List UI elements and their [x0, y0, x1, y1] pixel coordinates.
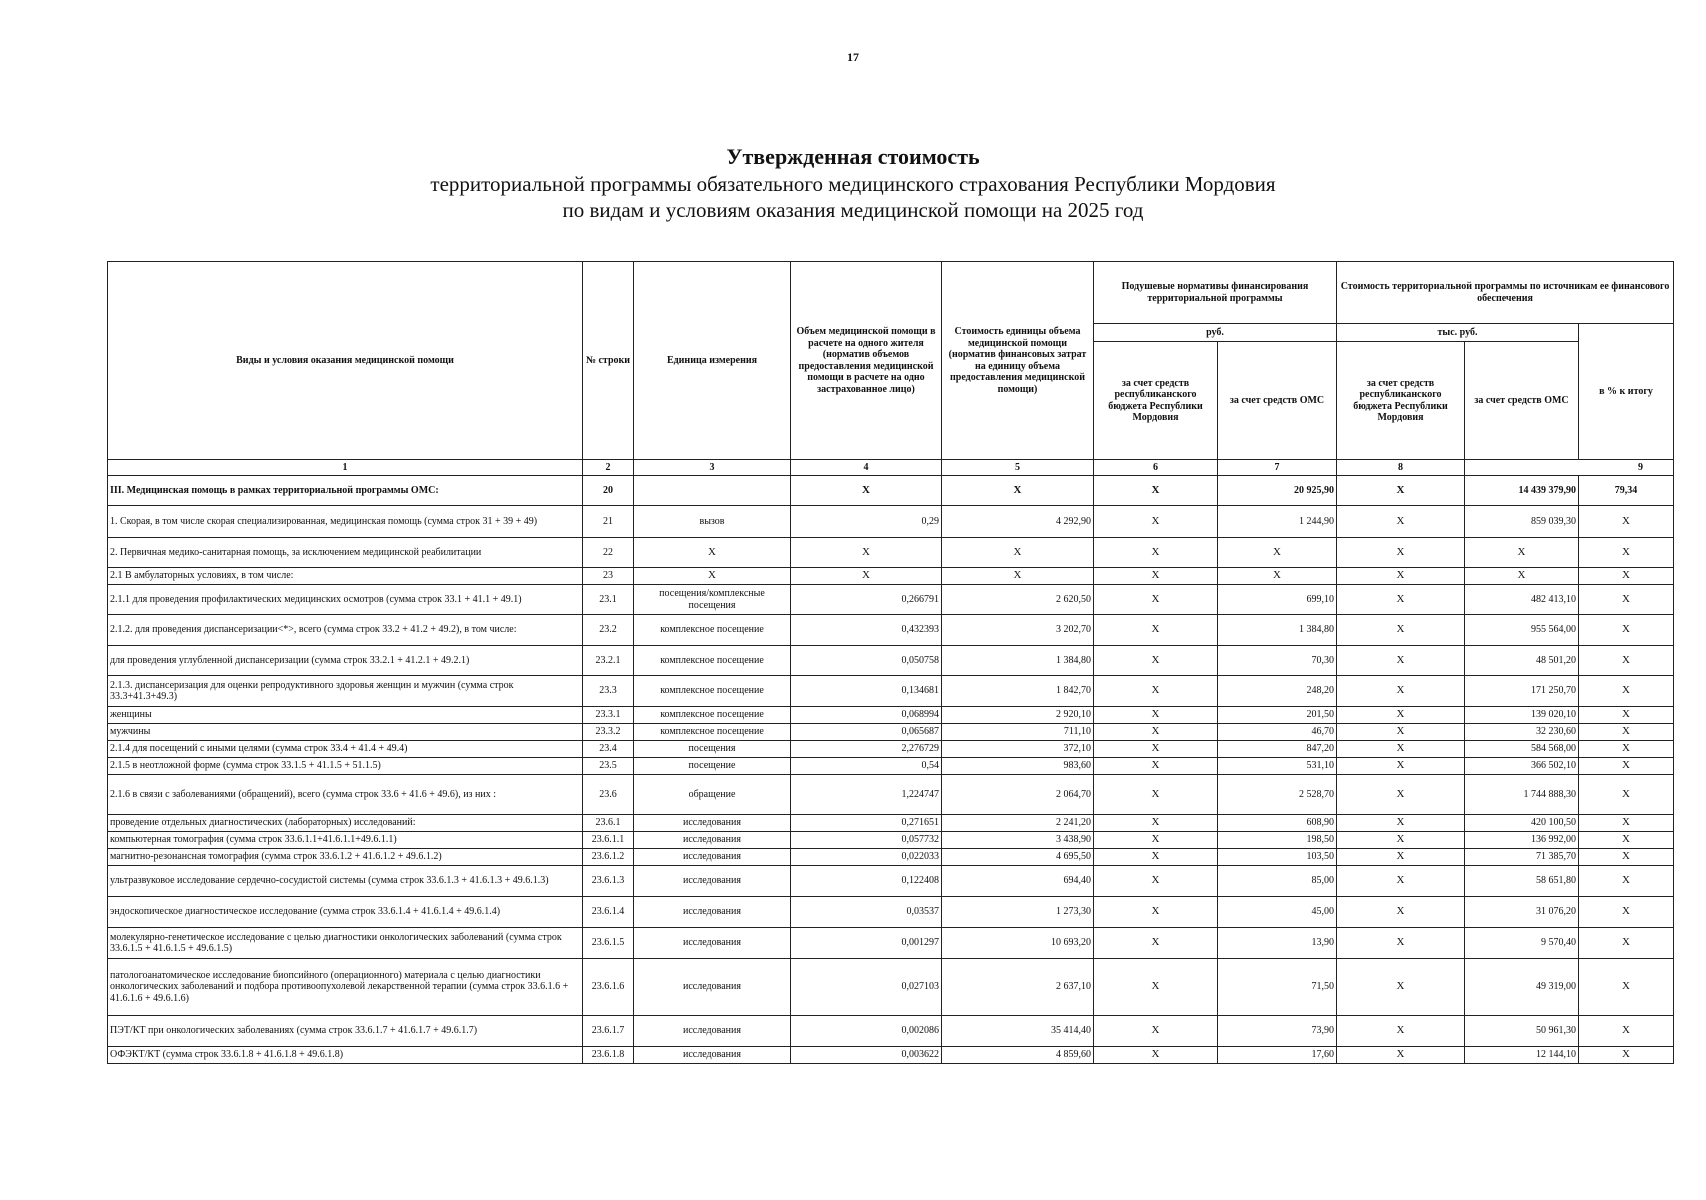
row-unit-cost: 2 241,20: [942, 815, 1094, 832]
row-volume: 1,224747: [791, 775, 942, 815]
row-number: 23.6.1.2: [583, 849, 634, 866]
row-name: эндоскопическое диагностическое исследование (сумма строк 33.6.1.4 + 41.6.1.4 + 49.6.1.4): [108, 897, 583, 928]
row-number: 20: [583, 476, 634, 506]
row-name: компьютерная томография (сумма строк 33.6.1.1+41.6.1.1+49.6.1.1): [108, 832, 583, 849]
row-percent: X: [1579, 568, 1674, 585]
row-unit: комплексное посещение: [634, 707, 791, 724]
row-percent: X: [1579, 646, 1674, 676]
row-volume: 0,022033: [791, 849, 942, 866]
row-name: ультразвуковое исследование сердечно-сосудистой системы (сумма строк 33.6.1.3 + 41.6.1.3 + 49.6.1.3): [108, 866, 583, 897]
colnum-4: 4: [791, 460, 942, 476]
row-pc-budget: X: [1094, 506, 1218, 538]
cost-table: [107, 261, 1674, 1064]
row-percent: X: [1579, 741, 1674, 758]
row-tot-budget: X: [1337, 849, 1465, 866]
header-volume: Объем медицинской помощи в расчете на одного жителя (норматив объемов предоставления медицинской помощи в расчете на одно застрахованное лицо): [791, 262, 942, 460]
row-pc-oms: X: [1218, 568, 1337, 585]
row-volume: X: [791, 476, 942, 506]
row-tot-oms: 482 413,10: [1465, 585, 1579, 615]
row-volume: X: [791, 568, 942, 585]
row-unit: исследования: [634, 866, 791, 897]
row-volume: 0,54: [791, 758, 942, 775]
row-name: 1. Скорая, в том числе скорая специализированная, медицинская помощь (сумма строк 31 + 39 + 49): [108, 506, 583, 538]
row-tot-oms: 859 039,30: [1465, 506, 1579, 538]
row-name: 2. Первичная медико-санитарная помощь, за исключением медицинской реабилитации: [108, 538, 583, 568]
row-unit: исследования: [634, 832, 791, 849]
row-unit: обращение: [634, 775, 791, 815]
table-row: [108, 568, 1674, 585]
row-number: 22: [583, 538, 634, 568]
row-tot-oms: 48 501,20: [1465, 646, 1579, 676]
row-number: 23.1: [583, 585, 634, 615]
row-tot-oms: 31 076,20: [1465, 897, 1579, 928]
row-tot-budget: X: [1337, 959, 1465, 1016]
table-row: [108, 676, 1674, 707]
row-pc-budget: X: [1094, 832, 1218, 849]
row-pc-oms: 13,90: [1218, 928, 1337, 959]
colnum-9: 9: [1465, 460, 1674, 476]
header-thousand-rub: тыс. руб.: [1337, 324, 1579, 342]
row-tot-oms: 171 250,70: [1465, 676, 1579, 707]
row-pc-budget: X: [1094, 707, 1218, 724]
row-number: 23.6.1: [583, 815, 634, 832]
colnum-3: 3: [634, 460, 791, 476]
row-unit-cost: 35 414,40: [942, 1016, 1094, 1047]
table-row: [108, 476, 1674, 506]
row-percent: X: [1579, 815, 1674, 832]
row-name: 2.1.5 в неотложной форме (сумма строк 33.1.5 + 41.1.5 + 51.1.5): [108, 758, 583, 775]
row-name: 2.1.6 в связи с заболеваниями (обращений), всего (сумма строк 33.6 + 41.6 + 49.6), из них :: [108, 775, 583, 815]
row-unit: комплексное посещение: [634, 615, 791, 646]
row-tot-budget: X: [1337, 615, 1465, 646]
row-percent: X: [1579, 959, 1674, 1016]
row-unit-cost: 4 292,90: [942, 506, 1094, 538]
colnum-8: 8: [1337, 460, 1465, 476]
table-body: [108, 476, 1674, 1064]
row-volume: 0,001297: [791, 928, 942, 959]
table-row: [108, 832, 1674, 849]
row-pc-oms: 85,00: [1218, 866, 1337, 897]
row-volume: X: [791, 538, 942, 568]
header-per-capita-group: Подушевые нормативы финансирования территориальной программы: [1094, 262, 1337, 324]
header-type: Виды и условия оказания медицинской помощи: [108, 262, 583, 460]
row-pc-budget: X: [1094, 849, 1218, 866]
row-tot-oms: 9 570,40: [1465, 928, 1579, 959]
row-pc-budget: X: [1094, 928, 1218, 959]
row-unit-cost: X: [942, 568, 1094, 585]
title-subline-1: территориальной программы обязательного медицинского страхования Республики Мордовия: [430, 172, 1276, 196]
row-pc-budget: X: [1094, 959, 1218, 1016]
row-unit-cost: X: [942, 476, 1094, 506]
row-percent: X: [1579, 866, 1674, 897]
row-pc-budget: X: [1094, 815, 1218, 832]
row-pc-oms: 847,20: [1218, 741, 1337, 758]
row-pc-oms: 2 528,70: [1218, 775, 1337, 815]
row-unit-cost: 372,10: [942, 741, 1094, 758]
row-name: для проведения углубленной диспансеризации (сумма строк 33.2.1 + 41.2.1 + 49.2.1): [108, 646, 583, 676]
table-row: [108, 758, 1674, 775]
row-name: магнитно-резонансная томография (сумма строк 33.6.1.2 + 41.6.1.2 + 49.6.1.2): [108, 849, 583, 866]
row-percent: X: [1579, 928, 1674, 959]
row-tot-oms: 12 144,10: [1465, 1047, 1579, 1064]
row-number: 23.6.1.7: [583, 1016, 634, 1047]
row-pc-oms: 201,50: [1218, 707, 1337, 724]
row-percent: X: [1579, 897, 1674, 928]
table-row: [108, 724, 1674, 741]
row-tot-budget: X: [1337, 1047, 1465, 1064]
row-name: женщины: [108, 707, 583, 724]
row-percent: X: [1579, 775, 1674, 815]
row-name: ПЭТ/КТ при онкологических заболеваниях (сумма строк 33.6.1.7 + 41.6.1.7 + 49.6.1.7): [108, 1016, 583, 1047]
header-pc-oms: за счет средств ОМС: [1218, 342, 1337, 460]
row-tot-oms: 584 568,00: [1465, 741, 1579, 758]
table-row: [108, 849, 1674, 866]
row-volume: 0,29: [791, 506, 942, 538]
row-pc-budget: X: [1094, 476, 1218, 506]
row-tot-budget: X: [1337, 585, 1465, 615]
row-pc-budget: X: [1094, 775, 1218, 815]
document-title: [0, 143, 1706, 223]
row-number: 23.2: [583, 615, 634, 646]
row-name: 2.1.4 для посещений с иными целями (сумма строк 33.4 + 41.4 + 49.4): [108, 741, 583, 758]
row-tot-budget: X: [1337, 476, 1465, 506]
row-pc-oms: 198,50: [1218, 832, 1337, 849]
row-pc-budget: X: [1094, 615, 1218, 646]
row-name: III. Медицинская помощь в рамках территориальной программы ОМС:: [108, 476, 583, 506]
table-header: [108, 262, 1674, 476]
row-pc-budget: X: [1094, 897, 1218, 928]
row-tot-oms: 136 992,00: [1465, 832, 1579, 849]
header-tot-oms: за счет средств ОМС: [1465, 342, 1579, 460]
row-volume: 0,03537: [791, 897, 942, 928]
row-tot-budget: X: [1337, 1016, 1465, 1047]
row-pc-oms: X: [1218, 538, 1337, 568]
page-number: 17: [847, 50, 859, 64]
row-unit: посещения: [634, 741, 791, 758]
row-unit-cost: 1 842,70: [942, 676, 1094, 707]
row-tot-budget: X: [1337, 758, 1465, 775]
row-name: молекулярно-генетическое исследование с целью диагностики онкологических заболеваний (сумма строк 33.6.1.5 + 41.6.1.5 + 49.6.1.5): [108, 928, 583, 959]
row-number: 23.6.1.8: [583, 1047, 634, 1064]
row-volume: 0,068994: [791, 707, 942, 724]
row-unit-cost: 1 273,30: [942, 897, 1094, 928]
row-percent: X: [1579, 724, 1674, 741]
row-tot-budget: X: [1337, 928, 1465, 959]
row-unit-cost: 1 384,80: [942, 646, 1094, 676]
row-number: 23: [583, 568, 634, 585]
colnum-7: 7: [1218, 460, 1337, 476]
colnum-6: 6: [1094, 460, 1218, 476]
row-volume: 0,065687: [791, 724, 942, 741]
row-percent: X: [1579, 849, 1674, 866]
row-unit: комплексное посещение: [634, 724, 791, 741]
table-row: [108, 741, 1674, 758]
row-pc-oms: 1 384,80: [1218, 615, 1337, 646]
row-tot-oms: 955 564,00: [1465, 615, 1579, 646]
header-pc-budget: за счет средств республиканского бюджета Республики Мордовия: [1094, 342, 1218, 460]
row-name: 2.1 В амбулаторных условиях, в том числе:: [108, 568, 583, 585]
row-number: 21: [583, 506, 634, 538]
row-volume: 2,276729: [791, 741, 942, 758]
row-number: 23.6.1.5: [583, 928, 634, 959]
table-row: [108, 538, 1674, 568]
row-tot-oms: 14 439 379,90: [1465, 476, 1579, 506]
row-tot-budget: X: [1337, 646, 1465, 676]
row-tot-oms: 139 020,10: [1465, 707, 1579, 724]
row-tot-oms: X: [1465, 568, 1579, 585]
table-row: [108, 506, 1674, 538]
row-unit: исследования: [634, 959, 791, 1016]
row-tot-oms: 420 100,50: [1465, 815, 1579, 832]
row-tot-oms: X: [1465, 538, 1579, 568]
row-name: проведение отдельных диагностических (лабораторных) исследований:: [108, 815, 583, 832]
table-row: [108, 1016, 1674, 1047]
row-tot-oms: 49 319,00: [1465, 959, 1579, 1016]
row-tot-budget: X: [1337, 775, 1465, 815]
row-pc-oms: 73,90: [1218, 1016, 1337, 1047]
header-percent: в % к итогу: [1579, 324, 1674, 460]
row-tot-budget: X: [1337, 741, 1465, 758]
row-pc-budget: X: [1094, 1016, 1218, 1047]
row-unit: посещения/комплексные посещения: [634, 585, 791, 615]
row-pc-oms: 699,10: [1218, 585, 1337, 615]
row-percent: X: [1579, 832, 1674, 849]
row-unit-cost: 983,60: [942, 758, 1094, 775]
row-volume: 0,002086: [791, 1016, 942, 1047]
header-total-cost-group: Стоимость территориальной программы по источникам ее финансового обеспечения: [1337, 262, 1674, 324]
row-number: 23.2.1: [583, 646, 634, 676]
row-percent: X: [1579, 707, 1674, 724]
row-unit-cost: 2 620,50: [942, 585, 1094, 615]
row-tot-budget: X: [1337, 707, 1465, 724]
row-unit: исследования: [634, 849, 791, 866]
row-number: 23.6.1.4: [583, 897, 634, 928]
row-volume: 0,266791: [791, 585, 942, 615]
row-unit-cost: 3 202,70: [942, 615, 1094, 646]
table-row: [108, 585, 1674, 615]
table-row: [108, 646, 1674, 676]
row-pc-budget: X: [1094, 646, 1218, 676]
row-unit-cost: 4 695,50: [942, 849, 1094, 866]
header-rub: руб.: [1094, 324, 1337, 342]
colnum-2: 2: [583, 460, 634, 476]
row-pc-oms: 17,60: [1218, 1047, 1337, 1064]
row-name: 2.1.3. диспансеризация для оценки репродуктивного здоровья женщин и мужчин (сумма строк 33.3+41.3+49.3): [108, 676, 583, 707]
row-percent: X: [1579, 506, 1674, 538]
row-tot-budget: X: [1337, 676, 1465, 707]
row-pc-oms: 20 925,90: [1218, 476, 1337, 506]
row-unit: исследования: [634, 897, 791, 928]
row-unit: X: [634, 568, 791, 585]
row-name: 2.1.1 для проведения профилактических медицинских осмотров (сумма строк 33.1 + 41.1 + 49.1): [108, 585, 583, 615]
row-volume: 0,134681: [791, 676, 942, 707]
row-pc-oms: 103,50: [1218, 849, 1337, 866]
row-unit-cost: 711,10: [942, 724, 1094, 741]
row-percent: X: [1579, 538, 1674, 568]
row-unit: комплексное посещение: [634, 676, 791, 707]
row-pc-oms: 608,90: [1218, 815, 1337, 832]
row-name: ОФЭКТ/КТ (сумма строк 33.6.1.8 + 41.6.1.8 + 49.6.1.8): [108, 1047, 583, 1064]
row-pc-budget: X: [1094, 724, 1218, 741]
row-name: патологоанатомическое исследование биопсийного (операционного) материала с целью диагностики онкологических заболеваний и подбора противоопухолевой лекарственной терапии (сумма строк 33.6.1.6 + 41.6.1.6 + 49.6.1.6): [108, 959, 583, 1016]
row-tot-budget: X: [1337, 897, 1465, 928]
row-tot-budget: X: [1337, 815, 1465, 832]
row-number: 23.5: [583, 758, 634, 775]
row-unit-cost: 4 859,60: [942, 1047, 1094, 1064]
row-pc-oms: 70,30: [1218, 646, 1337, 676]
row-percent: X: [1579, 676, 1674, 707]
row-tot-oms: 58 651,80: [1465, 866, 1579, 897]
row-pc-budget: X: [1094, 538, 1218, 568]
table-row: [108, 1047, 1674, 1064]
table-row: [108, 815, 1674, 832]
row-volume: 0,057732: [791, 832, 942, 849]
row-unit-cost: 2 920,10: [942, 707, 1094, 724]
row-tot-oms: 32 230,60: [1465, 724, 1579, 741]
table-row: [108, 775, 1674, 815]
row-unit: исследования: [634, 815, 791, 832]
table-row: [108, 707, 1674, 724]
row-unit-cost: 2 637,10: [942, 959, 1094, 1016]
header-unit-cost: Стоимость единицы объема медицинской помощи (норматив финансовых затрат на единицу объема предоставления медицинской помощи): [942, 262, 1094, 460]
row-volume: 0,271651: [791, 815, 942, 832]
row-unit: X: [634, 538, 791, 568]
row-unit: комплексное посещение: [634, 646, 791, 676]
table-row: [108, 959, 1674, 1016]
row-pc-budget: X: [1094, 568, 1218, 585]
row-unit-cost: 10 693,20: [942, 928, 1094, 959]
row-name: мужчины: [108, 724, 583, 741]
row-percent: X: [1579, 585, 1674, 615]
row-pc-budget: X: [1094, 676, 1218, 707]
row-unit-cost: 694,40: [942, 866, 1094, 897]
row-number: 23.6.1.3: [583, 866, 634, 897]
row-number: 23.3.2: [583, 724, 634, 741]
row-pc-budget: X: [1094, 585, 1218, 615]
row-percent: X: [1579, 1016, 1674, 1047]
row-volume: 0,003622: [791, 1047, 942, 1064]
row-pc-oms: 1 244,90: [1218, 506, 1337, 538]
row-pc-oms: 531,10: [1218, 758, 1337, 775]
table-row: [108, 928, 1674, 959]
row-volume: 0,432393: [791, 615, 942, 646]
row-tot-budget: X: [1337, 724, 1465, 741]
row-unit-cost: 2 064,70: [942, 775, 1094, 815]
row-unit: исследования: [634, 1047, 791, 1064]
row-tot-budget: X: [1337, 538, 1465, 568]
row-number: 23.4: [583, 741, 634, 758]
row-pc-budget: X: [1094, 1047, 1218, 1064]
row-unit-cost: X: [942, 538, 1094, 568]
table-row: [108, 897, 1674, 928]
row-tot-budget: X: [1337, 832, 1465, 849]
row-number: 23.3.1: [583, 707, 634, 724]
colnum-1: 1: [108, 460, 583, 476]
table-row: [108, 866, 1674, 897]
row-pc-budget: X: [1094, 741, 1218, 758]
row-unit: [634, 476, 791, 506]
row-tot-budget: X: [1337, 506, 1465, 538]
row-pc-oms: 45,00: [1218, 897, 1337, 928]
row-number: 23.3: [583, 676, 634, 707]
row-unit: вызов: [634, 506, 791, 538]
header-tot-budget: за счет средств республиканского бюджета Республики Мордовия: [1337, 342, 1465, 460]
row-unit: исследования: [634, 1016, 791, 1047]
row-tot-oms: 1 744 888,30: [1465, 775, 1579, 815]
row-tot-oms: 71 385,70: [1465, 849, 1579, 866]
row-volume: 0,122408: [791, 866, 942, 897]
row-tot-oms: 50 961,30: [1465, 1016, 1579, 1047]
row-pc-oms: 46,70: [1218, 724, 1337, 741]
row-percent: X: [1579, 1047, 1674, 1064]
row-percent: 79,34: [1579, 476, 1674, 506]
row-volume: 0,027103: [791, 959, 942, 1016]
row-pc-oms: 71,50: [1218, 959, 1337, 1016]
row-percent: X: [1579, 758, 1674, 775]
row-unit: исследования: [634, 928, 791, 959]
row-tot-budget: X: [1337, 866, 1465, 897]
table-row: [108, 615, 1674, 646]
row-unit: посещение: [634, 758, 791, 775]
title-main: Утвержденная стоимость: [726, 144, 980, 169]
row-tot-oms: 366 502,10: [1465, 758, 1579, 775]
header-row-number: № строки: [583, 262, 634, 460]
row-number: 23.6.1.6: [583, 959, 634, 1016]
title-subline-2: по видам и условиям оказания медицинской помощи на 2025 год: [562, 198, 1144, 222]
row-volume: 0,050758: [791, 646, 942, 676]
row-pc-oms: 248,20: [1218, 676, 1337, 707]
row-number: 23.6: [583, 775, 634, 815]
colnum-5: 5: [942, 460, 1094, 476]
row-unit-cost: 3 438,90: [942, 832, 1094, 849]
row-pc-budget: X: [1094, 866, 1218, 897]
row-tot-budget: X: [1337, 568, 1465, 585]
row-percent: X: [1579, 615, 1674, 646]
row-name: 2.1.2. для проведения диспансеризации<*>, всего (сумма строк 33.2 + 41.2 + 49.2), в том числе:: [108, 615, 583, 646]
row-number: 23.6.1.1: [583, 832, 634, 849]
header-unit: Единица измерения: [634, 262, 791, 460]
row-pc-budget: X: [1094, 758, 1218, 775]
